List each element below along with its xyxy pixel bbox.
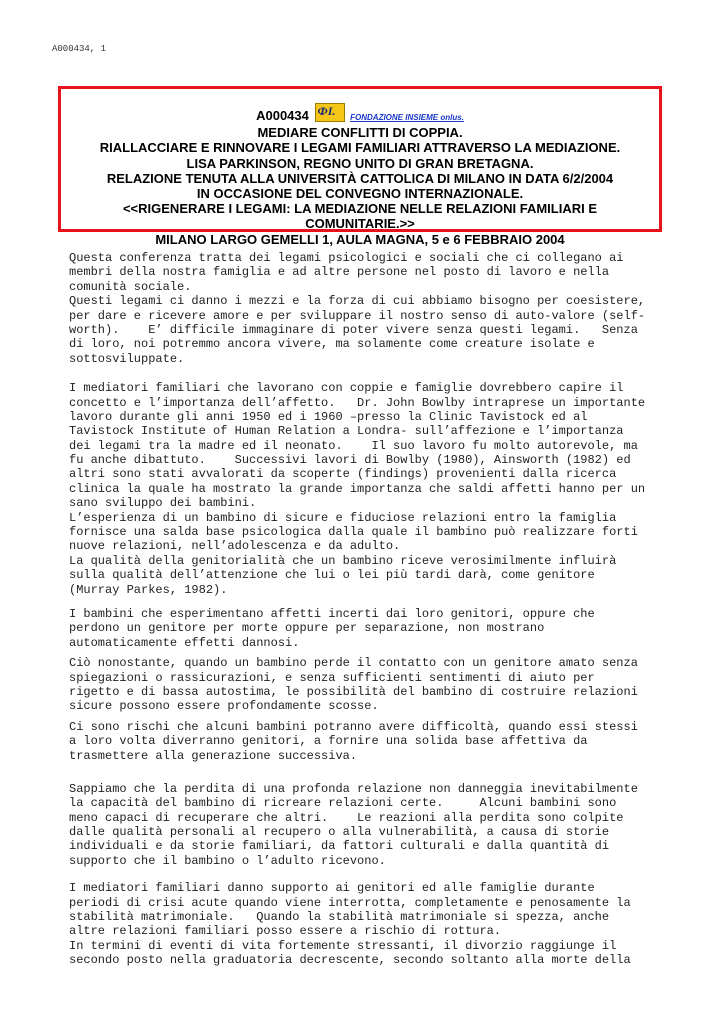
text-line: perdono un genitore per morte oppure per separazione, non mostrano [69,621,545,636]
paragraph [69,251,669,366]
text-line: sicure possono essere profondamente scosse. [69,699,379,714]
document-code: A000434 [256,108,309,123]
text-line: comunità sociale. [69,279,192,294]
foundation-logo-icon [315,103,345,122]
paragraph [69,782,669,868]
text-line: In termini di eventi di vita fortemente stressanti, il divorzio raggiunge il [69,938,617,953]
paragraph [69,381,669,597]
text-line: nuove relazioni, nell’adolescenza e da adulto. [69,539,401,554]
text-line: secondo posto nella graduatoria decrescente, secondo soltanto alla morte della [69,953,631,968]
text-line: sottosviluppate. [69,351,185,366]
paragraph [69,720,669,763]
text-line: clinica la quale ha mostrato la grande importanza che saldi affetti hanno per un [69,481,646,496]
text-line: meno capaci di recuperare che altri. Le reazioni alla perdita sono colpite [69,810,624,825]
text-line: periodi di crisi acute quando viene interrotta, completamente e penosamente la [69,895,631,910]
title-box [58,86,662,247]
header-line-1: MEDIARE CONFLITTI DI COPPIA. [257,125,463,141]
header-line-3: LISA PARKINSON, REGNO UNITO DI GRAN BRETAGNA. [186,155,534,171]
text-line: Tavistock Institute of Human Relation a Londra- sull’affezione e l’importanza [69,424,624,439]
header-line-5: IN OCCASIONE DEL CONVEGNO INTERNAZIONALE. [196,186,524,202]
text-line: membri della nostra famiglia e ad altre persone nel posto di lavoro e nella [69,265,610,280]
text-line: fornisce una salda base psicologica dalla quale il bambino può realizzare forti [69,525,638,540]
text-line: Ciò nonostante, quando un bambino perde il contatto con un genitore amato senza [69,656,638,671]
text-line: la capacità del bambino di ricreare relazioni certe. Alcuni bambini sono [69,796,617,811]
text-line: automaticamente effetti dannosi. [69,635,300,650]
header-first-line [67,103,653,125]
text-line: sano sviluppo dei bambini. [69,496,257,511]
header-line-7: COMUNITARIE.>> [305,216,415,232]
text-line: fu anche dibattuto. Successivi lavori di Bowlby (1980), Ainsworth (1982) ed [69,453,631,468]
text-line: stabilità matrimoniale. Quando la stabilità matrimoniale si spezza, anche [69,910,610,925]
text-line: di loro, noi potremmo ancora vivere, ma solamente come creature isolate e [69,337,595,352]
text-line: altre relazioni familiari posso essere a rischio di rottura. [69,924,502,939]
text-line: individuali e da storie familiari, da fattori culturali e dalla quantità di [69,839,610,854]
text-line: I bambini che esperimentano affetti incerti dai loro genitori, oppure che [69,606,595,621]
text-line: Questi legami ci danno i mezzi e la forza di cui abbiamo bisogno per coesistere, [69,294,646,309]
text-line: sulla qualità dell’attenzione che lui o lei più tardi darà, come genitore [69,568,595,583]
header-line-8: MILANO LARGO GEMELLI 1, AULA MAGNA, 5 e 6 FEBBRAIO 2004 [155,231,565,247]
text-line: (Murray Parkes, 1982). [69,582,228,597]
text-line: worth). E’ difficile immaginare di poter vivere senza questi legami. Senza [69,322,638,337]
text-line: rigetto e di bassa autostima, le possibilità del bambino di costruire relazioni [69,684,638,699]
text-line: Sappiamo che la perdita di una profonda relazione non danneggia inevitabilmente [69,781,638,796]
paragraph [69,881,669,967]
header-line-6: <<RIGENERARE I LEGAMI: LA MEDIAZIONE NELLE RELAZIONI FAMILIARI E [122,201,598,217]
text-line: L’esperienza di un bambino di sicure e fiduciose relazioni entro la famiglia [69,510,617,525]
body-text [69,251,669,968]
paragraph [69,607,669,650]
text-line: supporto che il bambino o l’adulto ricevono. [69,853,386,868]
page-id: A000434, 1 [52,44,107,54]
logo-mark: ФI. [317,104,336,118]
text-line: dei legami tra la madre ed il neonato. Il suo lavoro fu molto autorevole, ma [69,438,638,453]
foundation-link[interactable]: FONDAZIONE INSIEME onlus. [350,113,464,122]
text-line: altri sono stati avvalorati da scoperte (findings) provenienti dalla ricerca [69,467,617,482]
text-line: dalle qualità personali al recupero o alla vulnerabilità, a causa di storie [69,825,610,840]
text-line: I mediatori familiari che lavorano con coppie e famiglie dovrebbero capire il [69,381,624,396]
text-line: a loro volta diverranno genitori, a fornire una solida base affettiva da [69,734,588,749]
text-line: trasmettere alla generazione successiva. [69,748,358,763]
text-line: lavoro durante gli anni 1950 ed i 1960 –presso la Clinic Tavistock ed al [69,409,588,424]
text-line: La qualità della genitorialità che un bambino riceve verosimilmente influirà [69,553,617,568]
text-line: I mediatori familiari danno supporto ai genitori ed alle famiglie durante [69,881,595,896]
header-line-2: RIALLACCIARE E RINNOVARE I LEGAMI FAMILIARI ATTRAVERSO LA MEDIAZIONE. [99,140,621,156]
text-line: concetto e l’importanza dell’affetto. Dr. John Bowlby intraprese un importante [69,395,646,410]
header-line-4: RELAZIONE TENUTA ALLA UNIVERSITÀ CATTOLICA DI MILANO IN DATA 6/2/2004 [106,170,614,186]
text-line: spiegazioni o rassicurazioni, e senza sufficienti sentimenti di aiuto per [69,670,595,685]
text-line: Questa conferenza tratta dei legami psicologici e sociali che ci collegano ai [69,251,624,265]
paragraph [69,656,669,714]
text-line: Ci sono rischi che alcuni bambini potranno avere difficoltà, quando essi stessi [69,719,638,734]
text-line: per dare e ricevere amore e per sviluppare il nostro senso di auto-valore (self- [69,308,646,323]
